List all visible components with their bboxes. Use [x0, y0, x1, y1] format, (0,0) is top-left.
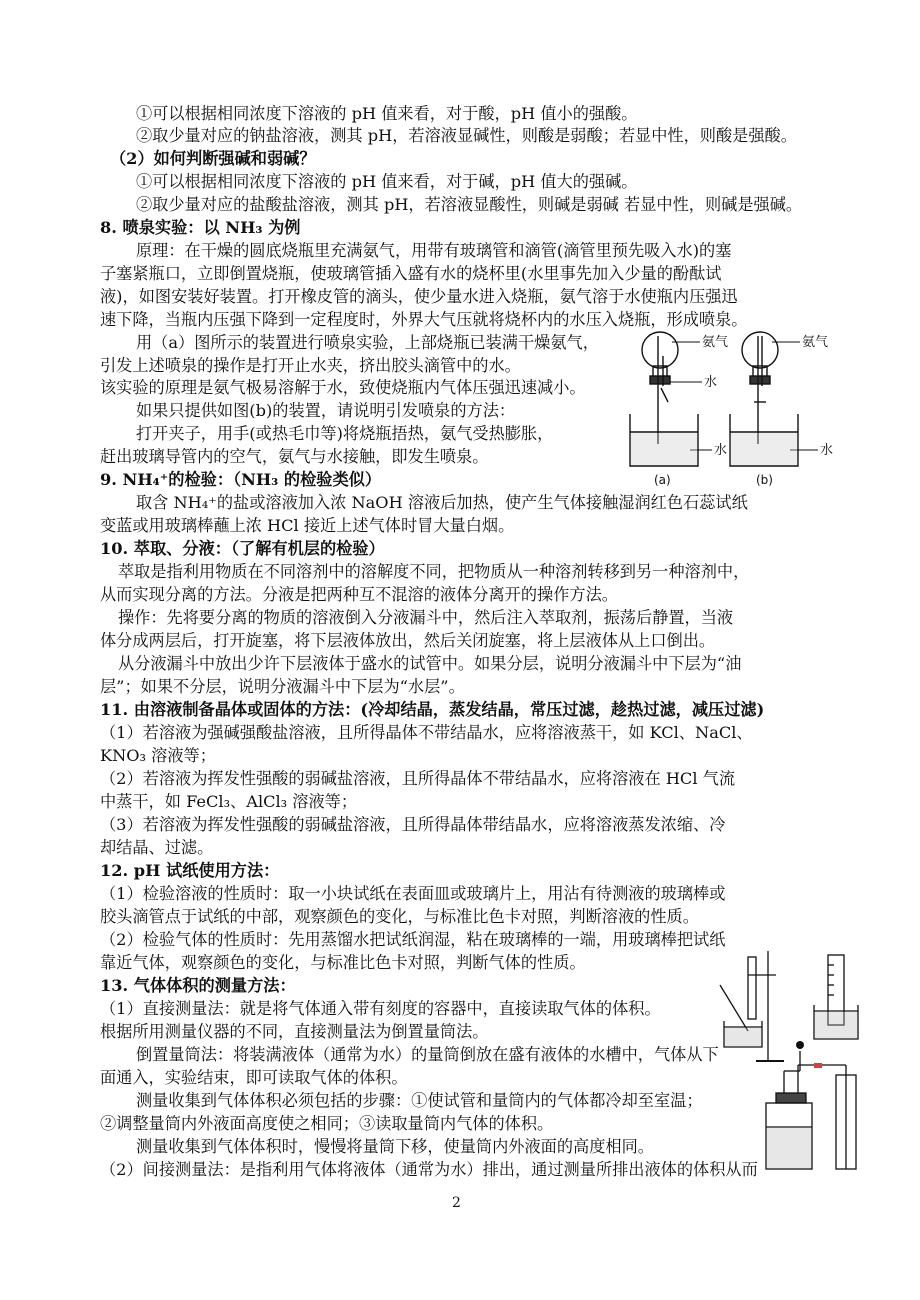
text-line: ②调整量筒内外液面高度使之相同；③读取量筒内气体的体积。 — [100, 1114, 554, 1133]
label-water-a: 水 — [714, 443, 728, 458]
text-line: 中蒸干，如 FeCl₃、AlCl₃ 溶液等； — [100, 792, 358, 811]
text-line: ①可以根据相同浓度下溶液的 pH 值来看，对于酸，pH 值小的强酸。 — [136, 104, 638, 123]
text-line: 面通入，实验结束，即可读取气体的体积。 — [100, 1068, 408, 1087]
section-heading: 13. 气体体积的测量方法： — [100, 976, 296, 995]
text-line: （3）若溶液为挥发性强酸的弱碱盐溶液，且所得晶体带结晶水，应将溶液蒸发浓缩、冷 — [100, 815, 726, 834]
text-line: 速下降，当瓶内压强下降到一定程度时，外界大气压就将烧杯内的水压入烧瓶，形成喷泉。 — [100, 310, 748, 329]
text-line: （2）间接测量法：是指利用气体将液体（通常为水）排出，通过测量所排出液体的体积从而 — [100, 1160, 758, 1179]
subheading: （2）如何判断强碱和弱碱？ — [110, 149, 316, 168]
text-line: 根据所用测量仪器的不同，直接测量法为倒置量筒法。 — [100, 1022, 489, 1041]
text-line: （2）若溶液为挥发性强酸的弱碱盐溶液，且所得晶体不带结晶水，应将溶液在 HCl 气流 — [100, 769, 736, 788]
section-heading: 11. 由溶液制备晶体或固体的方法：(冷却结晶，蒸发结晶，常压过滤，趁热过滤，减压过滤) — [100, 700, 765, 719]
text-line: 赶出玻璃导管内的空气，氨气与水接触，即发生喷泉。 — [100, 447, 489, 466]
round-bottom-flask-a — [642, 332, 678, 368]
text-line: （1）检验溶液的性质时：取一小块试纸在表面皿或玻璃片上，用沾有待测液的玻璃棒或 — [100, 884, 726, 903]
label-water-b: 水 — [820, 443, 834, 458]
text-line: 测量收集到气体体积时，慢慢将量筒下移，使量筒内外液面的高度相同。 — [136, 1137, 654, 1156]
text-line: 从分液漏斗中放出少许下层液体于盛水的试管中。如果分层，说明分液漏斗中下层为“油 — [118, 654, 742, 673]
text-line: 体分成两层后，打开旋塞，将下层液体放出，然后关闭旋塞，将上层液体从上口倒出。 — [100, 631, 716, 650]
round-bottom-flask-b — [742, 332, 778, 368]
text-line: 靠近气体，观察颜色的变化，与标准比色卡对照，判断气体的性质。 — [100, 953, 586, 972]
text-line: 倒置量筒法：将装满液体（通常为水）的量筒倒放在盛有液体的水槽中，气体从下 — [136, 1045, 719, 1064]
label-ammonia-b: 氨气 — [802, 335, 829, 350]
text-line: 引发上述喷泉的操作是打开止水夹，挤出胶头滴管中的水。 — [100, 356, 521, 375]
label-figure-b: (b) — [756, 473, 773, 487]
text-line: 萃取是指利用物质在不同溶剂中的溶解度不同，把物质从一种溶剂转移到另一种溶剂中， — [118, 562, 750, 581]
text-line: 操作：先将要分离的物质的溶液倒入分液漏斗中，然后注入萃取剂，振荡后静置，当液 — [118, 608, 734, 627]
label-water-tube-a: 水 — [704, 375, 718, 390]
text-line: 打开夹子，用手(或热毛巾等)将烧瓶捂热，氨气受热膨胀， — [136, 424, 554, 443]
text-line: （1）若溶液为强碱强酸盐溶液，且所得晶体不带结晶水，应将溶液蒸干，如 KCl、NaCl、 — [100, 723, 753, 742]
section-heading: 10. 萃取、分液：（了解有机层的检验） — [100, 539, 385, 558]
page-number: 2 — [452, 1195, 461, 1211]
text-line: 如果只提供如图(b)的装置，请说明引发喷泉的方法： — [136, 401, 516, 420]
section-heading: 9. NH₄⁺的检验：（NH₃ 的检验类似） — [100, 470, 382, 489]
text-line: 测量收集到气体体积必须包括的步骤：①使试管和量筒内的气体都冷却至室温； — [136, 1091, 703, 1110]
section-heading: 8. 喷泉实验：以 NH₃ 为例 — [100, 218, 301, 237]
text-line: 取含 NH₄⁺的盐或溶液加入浓 NaOH 溶液后加热，使产生气体接触湿润红色石蕊试纸 — [136, 493, 748, 512]
text-line: 从而实现分离的方法。分液是把两种互不混溶的液体分离开的操作方法。 — [100, 585, 618, 604]
label-ammonia-a: 氨气 — [702, 335, 729, 350]
section-heading: 12. pH 试纸使用方法： — [100, 861, 280, 880]
fountain-apparatus-figure — [620, 326, 860, 488]
text-line: 变蓝或用玻璃棒蘸上浓 HCl 接近上述气体时冒大量白烟。 — [100, 516, 515, 535]
text-line: KNO₃ 溶液等； — [100, 746, 216, 765]
text-line: 原理：在干燥的圆底烧瓶里充满氨气，用带有玻璃管和滴管(滴管里预先吸入水)的塞 — [136, 241, 732, 260]
text-line: ②取少量对应的钠盐溶液，测其 pH，若溶液显碱性，则酸是弱酸；若显中性，则酸是强酸。 — [136, 126, 797, 145]
label-figure-a: (a) — [654, 473, 671, 487]
text-line: ②取少量对应的盐酸盐溶液，测其 pH，若溶液显酸性，则碱是弱碱 若显中性，则碱是强碱。 — [136, 195, 803, 214]
text-line: （1）直接测量法：就是将气体通入带有刻度的容器中，直接读取气体的体积。 — [100, 999, 661, 1018]
text-line: 子塞紧瓶口，立即倒置烧瓶，使玻璃管插入盛有水的烧杯里(水里事先加入少量的酚酞试 — [100, 264, 722, 283]
gas-measurement-apparatus-figure — [718, 945, 880, 1175]
text-line: ①可以根据相同浓度下溶液的 pH 值来看，对于碱，pH 值大的强碱。 — [136, 172, 638, 191]
text-line: 却结晶、过滤。 — [100, 838, 214, 857]
text-line: 层”；如果不分层，说明分液漏斗中下层为“水层”。 — [100, 677, 465, 696]
text-line: （2）检验气体的性质时：先用蒸馏水把试纸润湿，粘在玻璃棒的一端，用玻璃棒把试纸 — [100, 930, 726, 949]
text-line: 液)，如图安装好装置。打开橡皮管的滴头，使少量水进入烧瓶，氨气溶于水使瓶内压强迅 — [100, 287, 738, 306]
text-line: 胶头滴管点于试纸的中部，观察颜色的变化，与标准比色卡对照，判断溶液的性质。 — [100, 907, 699, 926]
text-line: 用（a）图所示的装置进行喷泉实验，上部烧瓶已装满干燥氨气， — [136, 333, 599, 352]
text-line: 该实验的原理是氨气极易溶解于水，致使烧瓶内气体压强迅速减小。 — [100, 378, 586, 397]
